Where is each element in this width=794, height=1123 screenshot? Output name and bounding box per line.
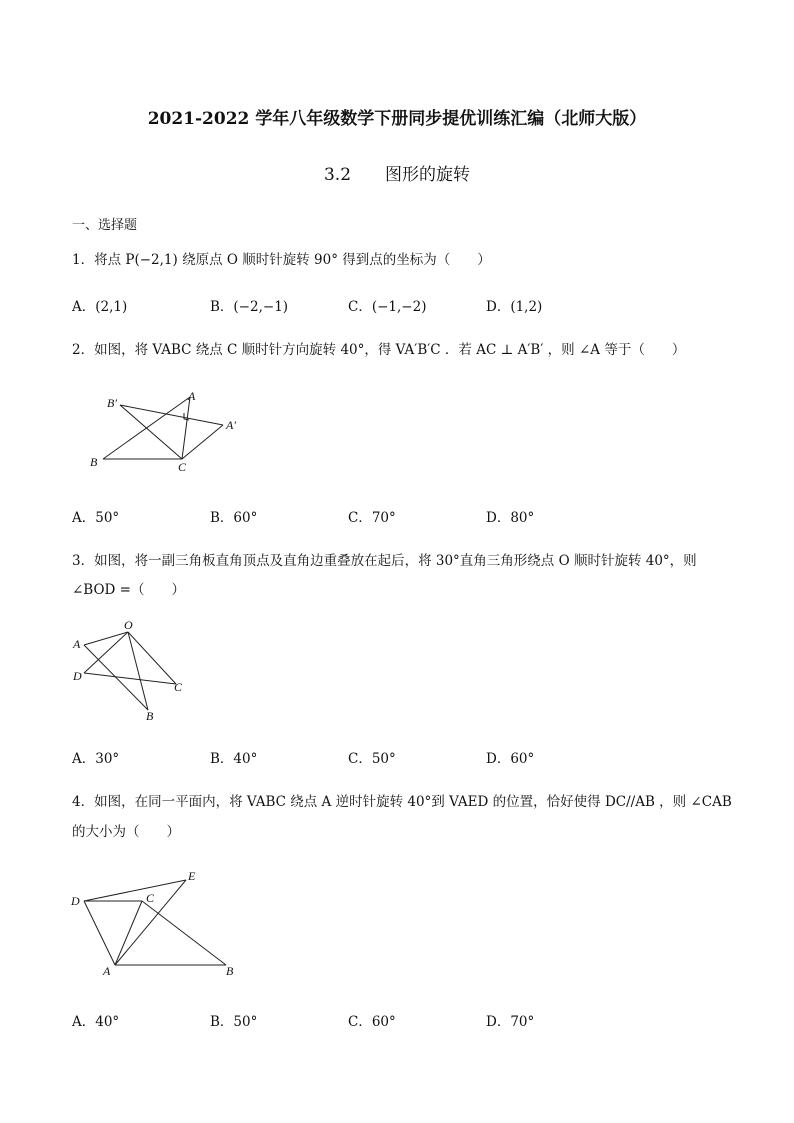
label-c: C <box>146 891 155 905</box>
page-subtitle: 3.2 图形的旋转 <box>323 165 471 185</box>
edge-o-b <box>128 632 148 710</box>
question-3-figure <box>68 618 188 726</box>
label-b: B <box>90 455 98 469</box>
q3-option-a: A．30° <box>72 751 120 767</box>
q3-option-c: C．50° <box>348 751 396 767</box>
edge-a1-c <box>182 425 223 459</box>
edge-a-b <box>84 645 148 710</box>
q1-option-b: B．(−2,−1) <box>210 299 289 315</box>
edge-a-c <box>182 397 190 459</box>
label-a: A <box>188 389 196 403</box>
q4-option-a: A．40° <box>72 1014 120 1030</box>
q3-option-d: D．60° <box>486 751 535 767</box>
question-2-figure <box>85 385 255 480</box>
q2-option-c: C．70° <box>348 510 396 526</box>
label-c: C <box>178 460 187 474</box>
edge-b1-c <box>120 405 182 459</box>
label-a: A <box>103 964 111 978</box>
edge-c-b <box>142 901 226 965</box>
q4-option-d: D．70° <box>486 1014 535 1030</box>
page-title: 2021-2022 学年八年级数学下册同步提优训练汇编（北师大版） <box>147 109 647 129</box>
label-b: B <box>146 709 154 723</box>
question-1-text: 1．将点 P(−2,1) 绕原点 O 顺时针旋转 90° 得到点的坐标为（ ） <box>72 252 491 268</box>
label-a-prime: A′ <box>226 418 236 432</box>
question-4-figure <box>66 865 246 980</box>
question-3-text-line1: 3．如图，将一副三角板直角顶点及直角边重叠放在起后，将 30°直角三角形绕点 O 顺时针旋转 40°，则 <box>72 553 697 569</box>
question-2-text: 2．如图，将 VABC 绕点 C 顺时针方向旋转 40°，得 VA′B′C ．若 AC ⊥ A′B′ ，则 ∠A 等于（ ） <box>72 342 686 358</box>
edge-d-c <box>84 673 176 684</box>
question-3-text-line2: ∠BOD =（ ） <box>72 582 185 598</box>
label-d: D <box>73 669 82 683</box>
q2-option-b: B．60° <box>210 510 258 526</box>
label-b-prime: B′ <box>107 396 117 410</box>
label-c: C <box>174 680 183 694</box>
question-4-text-line2: 的大小为（ ） <box>72 824 180 840</box>
edge-o-c <box>128 632 176 684</box>
edge-c-a <box>115 901 142 965</box>
label-d: D <box>71 894 80 908</box>
q2-option-d: D．80° <box>486 510 535 526</box>
q4-option-b: B．50° <box>210 1014 258 1030</box>
section-heading: 一、选择题 <box>72 218 138 233</box>
q1-option-a: A．(2,1) <box>72 299 128 315</box>
label-b: B <box>226 964 234 978</box>
edge-b1-a1 <box>120 405 223 425</box>
q3-option-b: B．40° <box>210 751 258 767</box>
q4-option-c: C．60° <box>348 1014 396 1030</box>
q1-option-c: C．(−1,−2) <box>348 299 427 315</box>
label-o: O <box>124 618 133 632</box>
edge-d-a <box>84 901 115 965</box>
question-4-text-line1: 4．如图，在同一平面内，将 VABC 绕点 A 逆时针旋转 40°到 VAED 的位置，恰好使得 DC//AB ，则 ∠CAB <box>72 794 732 810</box>
q1-option-d: D．(1,2) <box>486 299 543 315</box>
label-a: A <box>73 637 81 651</box>
q2-option-a: A．50° <box>72 510 120 526</box>
label-e: E <box>188 869 196 883</box>
